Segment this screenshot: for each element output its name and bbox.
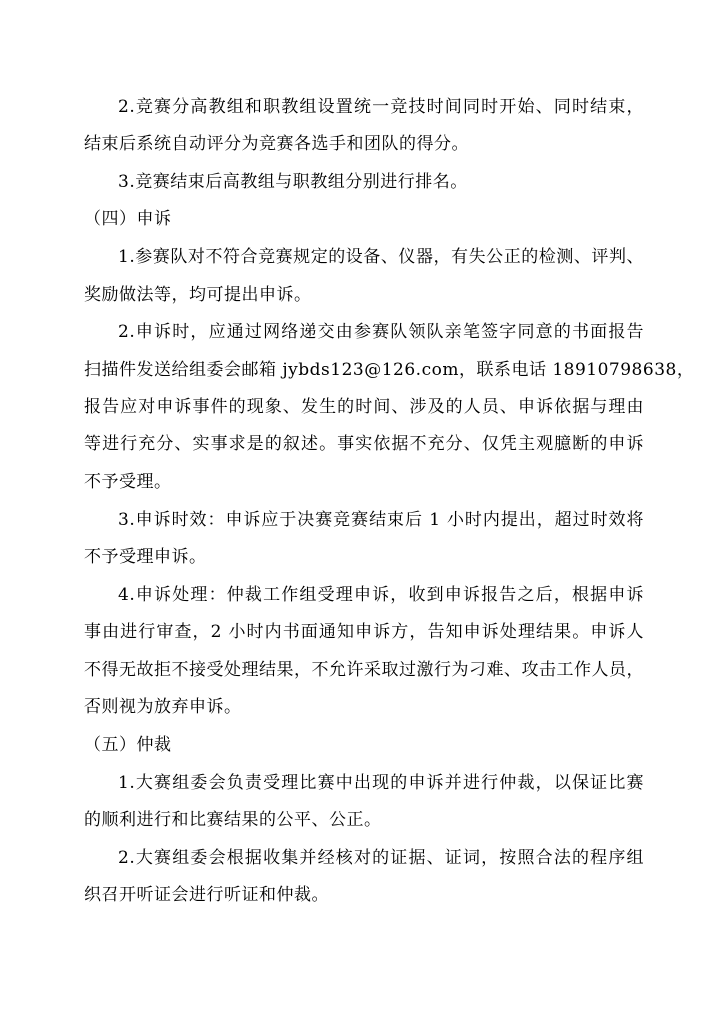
paragraph-line: 1.大赛组委会负责受理比赛中出现的申诉并进行仲裁，以保证比赛 [118, 773, 644, 793]
paragraph-line: 3.申诉时效：申诉应于决赛竞赛结束后 1 小时内提出，超过时效将 [118, 510, 644, 530]
paragraph-line: 奖励做法等，均可提出申诉。 [84, 285, 312, 305]
paragraph-line: 结束后系统自动评分为竞赛各选手和团队的得分。 [84, 134, 469, 154]
paragraph-line: 不予受理。 [84, 472, 172, 492]
paragraph-line: 2.大赛组委会根据收集并经核对的证据、证词，按照合法的程序组 [118, 848, 644, 868]
paragraph-line: 不得无故拒不接受处理结果，不允许采取过激行为刁难、攻击工作人员， [84, 660, 644, 680]
paragraph-line: 扫描件发送给组委会邮箱 jybds123@126.com，联系电话 18910798638， [84, 360, 695, 380]
paragraph-line: 的顺利进行和比赛结果的公平、公正。 [84, 810, 382, 830]
paragraph-line: 2.申诉时，应通过网络递交由参赛队领队亲笔签字同意的书面报告 [118, 322, 644, 342]
paragraph-line: 事由进行审查，2 小时内书面通知申诉方，告知申诉处理结果。申诉人 [84, 622, 644, 642]
paragraph-line: 4.申诉处理：仲裁工作组受理申诉，收到申诉报告之后，根据申诉 [118, 585, 644, 605]
section-heading: （五）仲裁 [84, 735, 172, 755]
paragraph-line: 等进行充分、实事求是的叙述。事实依据不充分、仅凭主观臆断的申诉 [84, 434, 644, 454]
paragraph-line: 不予受理申诉。 [84, 547, 207, 567]
paragraph-line: 3.竞赛结束后高教组与职教组分别进行排名。 [118, 172, 468, 192]
paragraph-line: 织召开听证会进行听证和仲裁。 [84, 885, 329, 905]
section-heading: （四）申诉 [84, 209, 172, 229]
paragraph-line: 否则视为放弃申诉。 [84, 697, 242, 717]
paragraph-line: 报告应对申诉事件的现象、发生的时间、涉及的人员、申诉依据与理由 [84, 397, 644, 417]
paragraph-line: 1.参赛队对不符合竞赛规定的设备、仪器，有失公正的检测、评判、 [118, 247, 644, 267]
paragraph-line: 2.竞赛分高教组和职教组设置统一竞技时间同时开始、同时结束， [118, 97, 644, 117]
